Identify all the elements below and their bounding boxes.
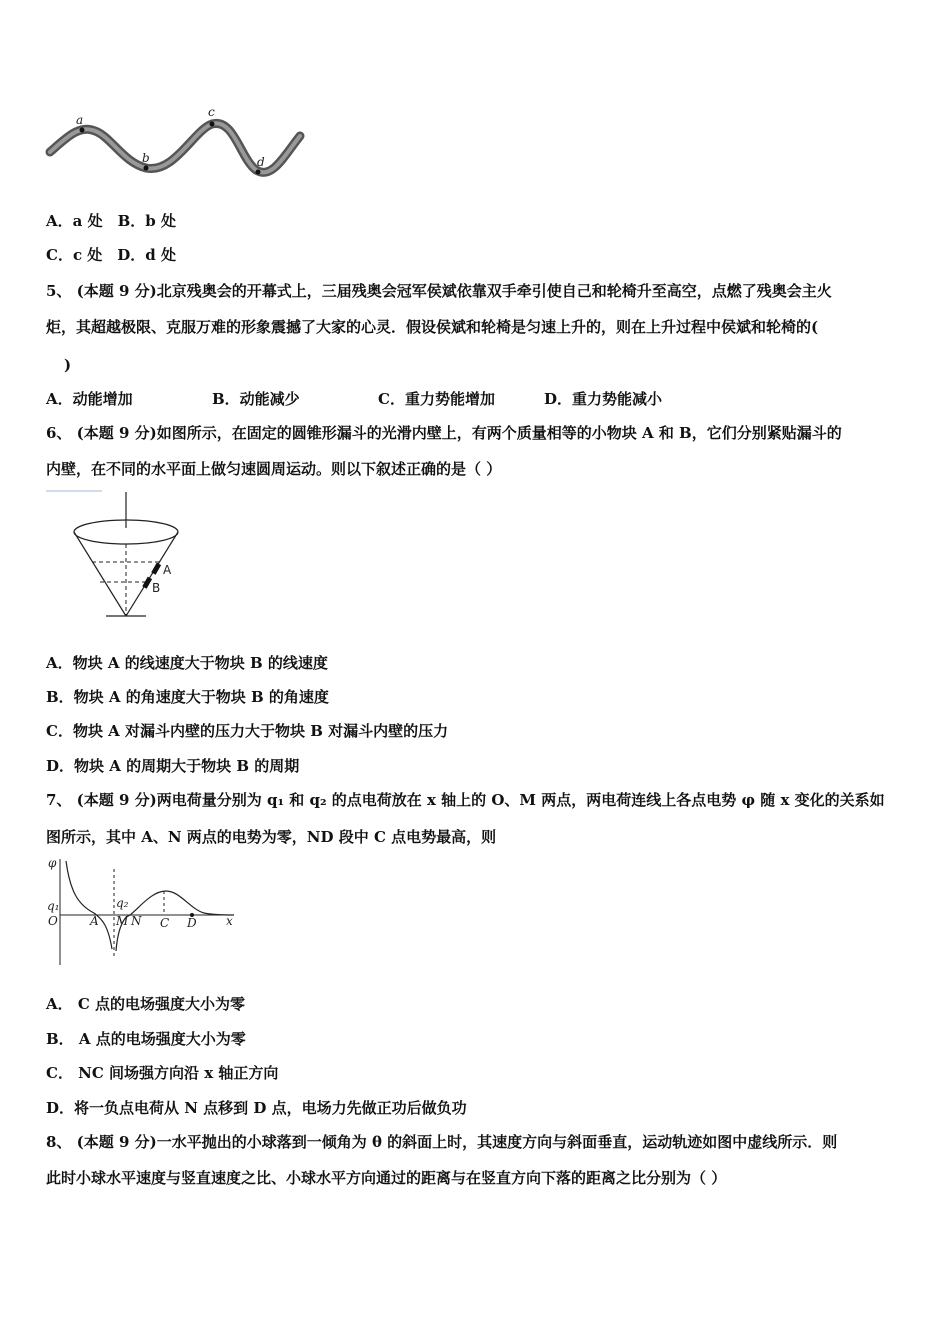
point-c-marker bbox=[210, 122, 215, 127]
label-n: N bbox=[131, 914, 142, 928]
q6-option-c: C．物块 A 对漏斗内壁的压力大于物块 B 对漏斗内壁的压力 bbox=[46, 722, 449, 740]
label-d: d bbox=[257, 155, 265, 169]
label-q1: q₁ bbox=[47, 899, 60, 913]
q6-stem-line-1: 6、 (本题 9 分)如图所示，在固定的圆锥形漏斗的光滑内壁上，有两个质量相等的小物块 A 和 B，它们分别紧贴漏斗的 bbox=[46, 424, 842, 442]
label-q2: q₂ bbox=[116, 896, 129, 910]
label-a: A bbox=[90, 914, 99, 928]
q5-option-d: D．重力势能减小 bbox=[544, 390, 663, 408]
label-c: c bbox=[208, 105, 215, 119]
q7-option-c: C． NC 间场强方向沿 x 轴正方向 bbox=[46, 1064, 279, 1082]
potential-curve-left bbox=[66, 861, 112, 949]
q5-stem-line-2: 炬，其超越极限、克服万难的形象震撼了大家的心灵．假设侯斌和轮椅是匀速上升的，则在上升过程中侯斌和轮椅的( bbox=[46, 318, 819, 336]
q7-option-d: D．将一负点电荷从 N 点移到 D 点，电场力先做正功后做负功 bbox=[46, 1099, 467, 1117]
q5-option-b: B．动能减少 bbox=[212, 390, 300, 408]
q4-options-row-1: A．a 处 B．b 处 bbox=[46, 212, 176, 230]
label-c: C bbox=[160, 916, 170, 930]
q5-stem-line-3: ) bbox=[64, 356, 72, 374]
q7-option-a: A． C 点的电场强度大小为零 bbox=[46, 995, 246, 1013]
q5-stem-line-1: 5、 (本题 9 分)北京残奥会的开幕式上，三届残奥会冠军侯斌依靠双手牵引使自己和轮椅升至高空，点燃了残奥会主火 bbox=[46, 282, 832, 300]
q4-options-row-2: C．c 处 D．d 处 bbox=[46, 246, 177, 264]
q6-option-b: B．物块 A 的角速度大于物块 B 的角速度 bbox=[46, 688, 329, 706]
potential-graph-figure bbox=[44, 855, 240, 971]
q6-option-d: D．物块 A 的周期大于物块 B 的周期 bbox=[46, 757, 300, 775]
label-a: a bbox=[76, 113, 84, 127]
label-b: b bbox=[142, 151, 150, 165]
block-b bbox=[142, 577, 152, 589]
cone-funnel-figure bbox=[46, 488, 196, 624]
q7-stem-line-1: 7、 (本题 9 分)两电荷量分别为 q₁ 和 q₂ 的点电荷放在 x 轴上的 O、M 两点，两电荷连线上各点电势 φ 随 x 变化的关系如 bbox=[46, 791, 885, 809]
q7-option-b: B． A 点的电场强度大小为零 bbox=[46, 1030, 246, 1048]
label-phi: φ bbox=[48, 856, 57, 870]
q5-option-a: A．动能增加 bbox=[46, 390, 133, 408]
wave-track-figure bbox=[44, 100, 306, 186]
q7-stem-line-2: 图所示，其中 A、N 两点的电势为零，ND 段中 C 点电势最高，则 bbox=[46, 828, 497, 846]
block-a bbox=[151, 563, 161, 575]
point-b-marker bbox=[144, 166, 149, 171]
point-d-marker bbox=[256, 170, 261, 175]
q6-option-a: A．物块 A 的线速度大于物块 B 的线速度 bbox=[46, 654, 328, 672]
q5-options-row bbox=[46, 388, 662, 410]
label-m: M bbox=[116, 914, 129, 928]
q6-stem-line-2: 内壁，在不同的水平面上做匀速圆周运动。则以下叙述正确的是（ ） bbox=[46, 460, 502, 478]
point-a-marker bbox=[80, 128, 85, 133]
label-d: D bbox=[187, 916, 197, 930]
label-x: x bbox=[226, 914, 233, 928]
q8-stem-line-2: 此时小球水平速度与竖直速度之比、小球水平方向通过的距离与在竖直方向下落的距离之比分别为（ ） bbox=[46, 1169, 727, 1187]
label-block-b: B bbox=[152, 581, 161, 595]
q5-option-c: C．重力势能增加 bbox=[378, 390, 495, 408]
label-block-a: A bbox=[163, 563, 172, 577]
q8-stem-line-1: 8、 (本题 9 分)一水平抛出的小球落到一倾角为 θ 的斜面上时，其速度方向与斜面垂直，运动轨迹如图中虚线所示．则 bbox=[46, 1133, 838, 1151]
label-o: O bbox=[48, 914, 58, 928]
